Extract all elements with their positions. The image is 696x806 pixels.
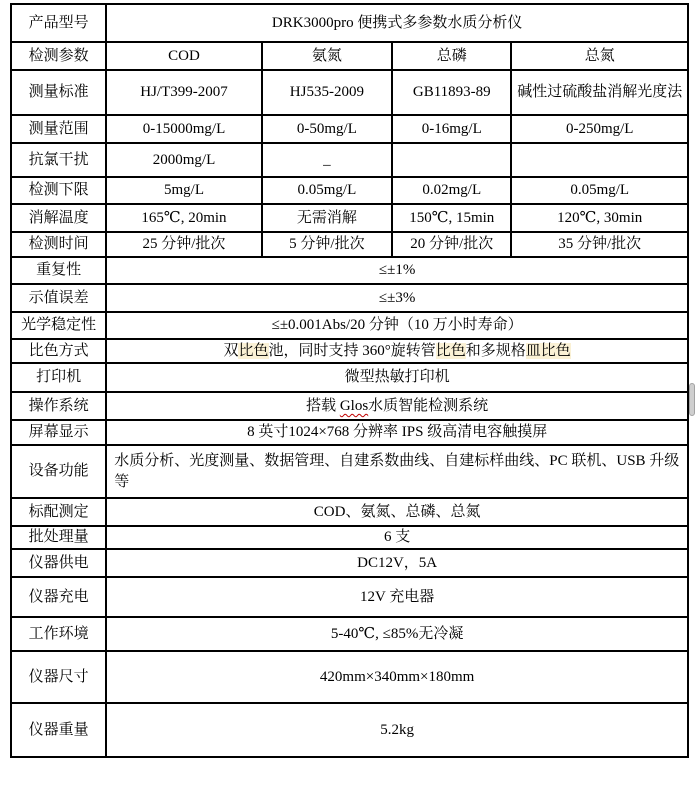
- row-value: HJ/T399-2007: [106, 70, 261, 115]
- row-value: 微型热敏打印机: [106, 363, 688, 392]
- row-value: 5-40℃, ≤85%无冷凝: [106, 617, 688, 651]
- row-label: 检测参数: [11, 42, 106, 70]
- scrollbar-thumb[interactable]: [689, 383, 695, 416]
- row-label: 抗氯干扰: [11, 143, 106, 177]
- table-row-standard: [11, 70, 688, 115]
- row-label: 仪器充电: [11, 577, 106, 617]
- row-label: 检测时间: [11, 232, 106, 257]
- row-value: ≤±0.001Abs/20 分钟（10 万小时寿命）: [106, 312, 688, 339]
- row-value: [106, 339, 688, 363]
- misspelled-word: Glos: [339, 397, 369, 414]
- table-row-weight: [11, 703, 688, 757]
- table-row-operating-system: [11, 392, 688, 420]
- row-label: 仪器供电: [11, 549, 106, 577]
- row-label: 检测下限: [11, 177, 106, 204]
- row-label: 打印机: [11, 363, 106, 392]
- row-label: 工作环境: [11, 617, 106, 651]
- table-row-colorimetric-mode: [11, 339, 688, 363]
- row-label: 测量范围: [11, 115, 106, 143]
- row-value: 165℃, 20min: [106, 204, 261, 232]
- row-value: [106, 392, 688, 420]
- row-label: 仪器尺寸: [11, 651, 106, 703]
- table-row-power-supply: [11, 549, 688, 577]
- row-label: 比色方式: [11, 339, 106, 363]
- row-value: COD、氨氮、总磷、总氮: [106, 498, 688, 526]
- text-segment: 搭载: [306, 397, 340, 414]
- table-row-screen-display: [11, 420, 688, 445]
- row-value: 0-16mg/L: [392, 115, 511, 143]
- table-row-dimensions: [11, 651, 688, 703]
- table-row-charger: [11, 577, 688, 617]
- row-value: 25 分钟/批次: [106, 232, 261, 257]
- row-label: 仪器重量: [11, 703, 106, 757]
- text-segment: 池，同时支持 360°旋转管: [268, 342, 436, 359]
- table-row-batch-capacity: [11, 526, 688, 549]
- row-value: 0.05mg/L: [511, 177, 688, 204]
- row-label: 重复性: [11, 257, 106, 284]
- row-label: 产品型号: [11, 4, 106, 42]
- highlighted-text: 比色: [238, 342, 269, 359]
- row-value: DC12V，5A: [106, 549, 688, 577]
- table-row-printer: [11, 363, 688, 392]
- table-row-digestion-temp: [11, 204, 688, 232]
- table-row-chlorine-resistance: [11, 143, 688, 177]
- row-value: 5mg/L: [106, 177, 261, 204]
- row-value: 0-15000mg/L: [106, 115, 261, 143]
- row-value: 无需消解: [262, 204, 392, 232]
- table-row-parameters: [11, 42, 688, 70]
- row-value: 总氮: [511, 42, 688, 70]
- row-value: 总磷: [392, 42, 511, 70]
- text-segment: 双: [223, 342, 239, 359]
- text-segment: 水质智能检测系统: [368, 397, 489, 414]
- row-value: COD: [106, 42, 261, 70]
- row-value: GB11893-89: [392, 70, 511, 115]
- table-row-optical-stability: [11, 312, 688, 339]
- row-value: 150℃, 15min: [392, 204, 511, 232]
- row-value: ≤±3%: [106, 284, 688, 312]
- spec-table: [10, 3, 689, 758]
- product-model-value: DRK3000pro 便携式多参数水质分析仪: [106, 4, 688, 42]
- row-value: [511, 143, 688, 177]
- row-value: 0-250mg/L: [511, 115, 688, 143]
- table-row-detection-limit: [11, 177, 688, 204]
- row-value: 12V 充电器: [106, 577, 688, 617]
- row-value: 氨氮: [262, 42, 392, 70]
- row-value: 碱性过硫酸盐消解光度法: [511, 70, 688, 115]
- text-segment: 和多规格: [465, 342, 526, 359]
- row-value: 5 分钟/批次: [262, 232, 392, 257]
- row-value: 水质分析、光度测量、数据管理、自建系数曲线、自建标样曲线、PC 联机、USB 升级等: [106, 445, 688, 498]
- row-label: 示值误差: [11, 284, 106, 312]
- table-row-product-model: [11, 4, 688, 42]
- row-label: 标配测定: [11, 498, 106, 526]
- table-row-repeatability: [11, 257, 688, 284]
- row-value: 0.05mg/L: [262, 177, 392, 204]
- row-value: 6 支: [106, 526, 688, 549]
- table-row-detection-time: [11, 232, 688, 257]
- row-value: [392, 143, 511, 177]
- row-value: ≤±1%: [106, 257, 688, 284]
- row-value: _: [262, 143, 392, 177]
- row-value: 35 分钟/批次: [511, 232, 688, 257]
- row-value: 420mm×340mm×180mm: [106, 651, 688, 703]
- row-value: 0.02mg/L: [392, 177, 511, 204]
- table-row-range: [11, 115, 688, 143]
- highlighted-text: 皿比色: [525, 342, 571, 359]
- row-label: 批处理量: [11, 526, 106, 549]
- table-row-working-environment: [11, 617, 688, 651]
- row-value: 120℃, 30min: [511, 204, 688, 232]
- highlighted-text: 比色: [435, 342, 466, 359]
- row-value: 8 英寸1024×768 分辨率 IPS 级高清电容触摸屏: [106, 420, 688, 445]
- row-value: 5.2kg: [106, 703, 688, 757]
- table-row-indication-error: [11, 284, 688, 312]
- table-row-standard-measurements: [11, 498, 688, 526]
- row-value: 20 分钟/批次: [392, 232, 511, 257]
- row-value: 2000mg/L: [106, 143, 261, 177]
- table-row-device-functions: [11, 445, 688, 498]
- row-label: 光学稳定性: [11, 312, 106, 339]
- row-label: 操作系统: [11, 392, 106, 420]
- row-label: 消解温度: [11, 204, 106, 232]
- row-value: HJ535-2009: [262, 70, 392, 115]
- row-label: 测量标准: [11, 70, 106, 115]
- row-value: 0-50mg/L: [262, 115, 392, 143]
- row-label: 屏幕显示: [11, 420, 106, 445]
- row-label: 设备功能: [11, 445, 106, 498]
